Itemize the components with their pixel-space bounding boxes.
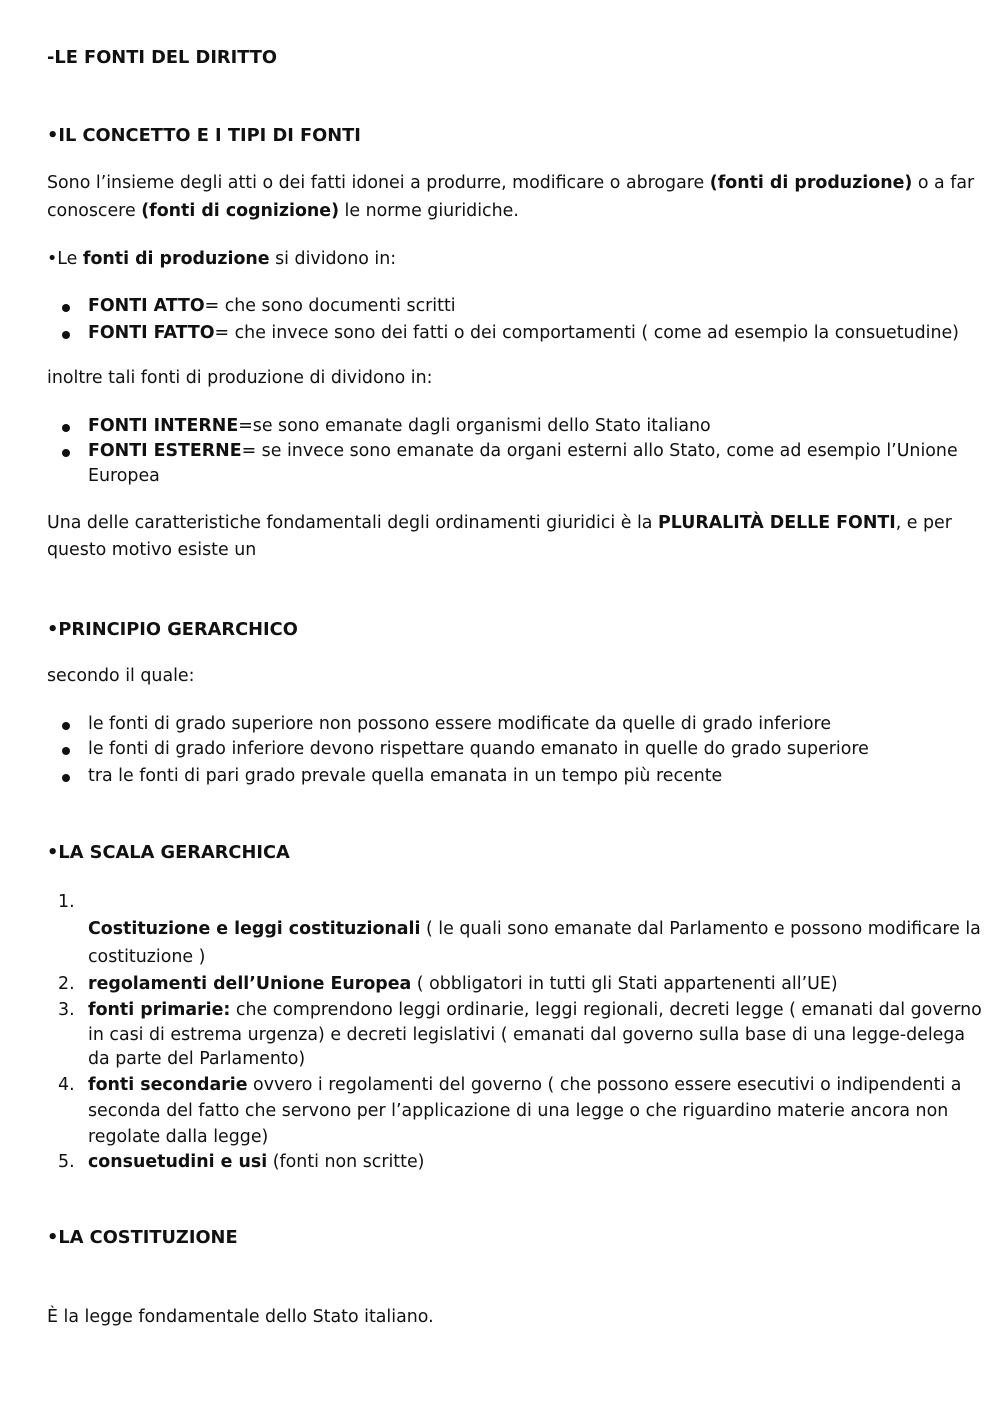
ordered-item-4-cont: seconda del fatto che servono per l’applicazione di una legge o che riguardino materie ancora non (88, 1101, 949, 1121)
ordered-item-number: 5. (58, 1152, 75, 1172)
section-heading-concetto: •IL CONCETTO E I TIPI DI FONTI (47, 125, 361, 146)
list-item-principio-3: tra le fonti di pari grado prevale quella emanata in un tempo più recente (88, 766, 723, 786)
bullet-icon (62, 331, 70, 339)
bullet-icon (62, 304, 70, 312)
list-item-fonti-interne: FONTI INTERNE=se sono emanate dagli organismi dello Stato italiano (88, 416, 711, 436)
ordered-item-4: fonti secondarie ovvero i regolamenti del governo ( che possono essere esecutivi o indipendenti a (88, 1075, 962, 1095)
ordered-item-number: 4. (58, 1075, 75, 1095)
paragraph-pluralita-line2: questo motivo esiste un (47, 540, 257, 560)
document-title: -LE FONTI DEL DIRITTO (47, 47, 278, 68)
ordered-item-2: regolamenti dell’Unione Europea ( obbligatori in tutti gli Stati appartenenti all’UE) (88, 974, 838, 994)
ordered-item-1: Costituzione e leggi costituzionali ( le quali sono emanate dal Parlamento e possono modificare la (88, 919, 981, 939)
list-item-fonti-esterne: FONTI ESTERNE= se invece sono emanate da organi esterni allo Stato, come ad esempio l’Unione (88, 441, 958, 461)
ordered-item-1-cont: costituzione ) (88, 947, 206, 967)
ordered-item-3-cont: in casi di estrema urgenza) e decreti legislativi ( emanati dal governo sulla base di una legge-delega (88, 1025, 966, 1045)
list-item-fonti-fatto: FONTI FATTO= che invece sono dei fatti o dei comportamenti ( come ad esempio la consuetudine) (88, 323, 959, 343)
list-item-principio-2: le fonti di grado inferiore devono rispettare quando emanato in quelle do grado superiore (88, 739, 869, 759)
ordered-item-number: 3. (58, 1000, 75, 1020)
paragraph-costituzione: È la legge fondamentale dello Stato italiano. (47, 1307, 434, 1327)
list-item-principio-1: le fonti di grado superiore non possono essere modificate da quelle di grado inferiore (88, 714, 832, 734)
bullet-icon (62, 747, 70, 755)
paragraph-fonti-produzione: •Le fonti di produzione si dividono in: (47, 249, 397, 269)
list-item-fonti-atto: FONTI ATTO= che sono documenti scritti (88, 296, 456, 316)
ordered-item-3-cont: da parte del Parlamento) (88, 1049, 306, 1069)
section-heading-principio: •PRINCIPIO GERARCHICO (47, 619, 298, 640)
paragraph-inoltre: inoltre tali fonti di produzione di dividono in: (47, 368, 433, 388)
bullet-icon (62, 424, 70, 432)
paragraph-pluralita-line1: Una delle caratteristiche fondamentali degli ordinamenti giuridici è la PLURALITÀ DELLE FONTI, e per (47, 513, 952, 533)
paragraph-definition-line2: conoscere (fonti di cognizione) le norme giuridiche. (47, 201, 519, 221)
list-item-fonti-esterne-cont: Europea (88, 466, 160, 486)
bullet-icon (62, 449, 70, 457)
section-heading-costituzione: •LA COSTITUZIONE (47, 1227, 238, 1248)
bullet-icon (62, 774, 70, 782)
section-heading-scala: •LA SCALA GERARCHICA (47, 842, 290, 863)
ordered-item-3: fonti primarie: che comprendono leggi ordinarie, leggi regionali, decreti legge ( emanati dal governo (88, 1000, 982, 1020)
ordered-item-5: consuetudini e usi (fonti non scritte) (88, 1152, 425, 1172)
paragraph-secondo: secondo il quale: (47, 666, 195, 686)
paragraph-definition-line1: Sono l’insieme degli atti o dei fatti idonei a produrre, modificare o abrogare (fonti di produzione) o a far (47, 173, 975, 193)
bullet-icon (62, 722, 70, 730)
ordered-item-number: 1. (58, 892, 75, 912)
ordered-item-4-cont: regolate dalla legge) (88, 1127, 269, 1147)
ordered-item-number: 2. (58, 974, 75, 994)
